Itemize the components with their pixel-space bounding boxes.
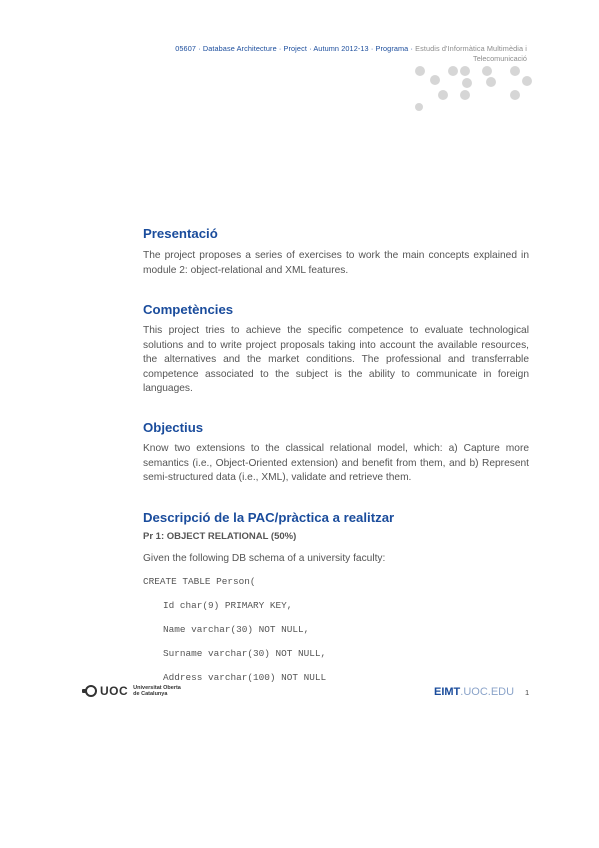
page-footer [0, 683, 599, 703]
course-code: 05607 [175, 44, 197, 53]
uoc-subtitle-line: de Catalunya [133, 691, 168, 697]
section-title: Objectius [143, 420, 204, 435]
uoc-subtitle-line: Universitat Oberta [133, 685, 181, 691]
eimt-brand-light: .UOC.EDU [460, 686, 515, 698]
code-block [143, 567, 394, 697]
page-number: 1 [525, 688, 530, 697]
code-line: Address varchar(100) NOT NULL [163, 671, 327, 683]
section-title: Presentació [143, 226, 218, 241]
section-text: This project tries to achieve the specific competence to evaluate technological solutions and to write project proposals taking into account the available resources, the alternatives and the market conditions. The professional and transferrable competence associated to the subject is the ability to communicate in foreign languages. [143, 325, 529, 395]
section-name: Programa [375, 44, 409, 53]
section-title: Competències [143, 302, 234, 317]
uoc-logo-subtitle [133, 685, 181, 697]
code-line: Id char(9) PRIMARY KEY, [163, 599, 293, 611]
section-objectius [143, 420, 529, 486]
study-name-continued: Telecomunicació [473, 54, 527, 63]
code-line: Surname varchar(30) NOT NULL, [163, 647, 327, 659]
section-text: Know two extensions to the classical relational model, which: a) Capture more semantics (i.e., Object-Oriented extension) and benefit from them, and b) Represent semi-structured data (i.e., XML), validate and retrieve them. [143, 443, 529, 484]
eimt-brand [434, 686, 514, 698]
exercise-intro: Given the following DB schema of a university faculty: [143, 553, 386, 564]
section-presentacio [143, 226, 529, 278]
term: Autumn 2012-13 [313, 44, 369, 53]
uoc-logo [85, 684, 181, 698]
uoc-logo-icon [85, 685, 97, 697]
header-course-line: 05607 · Database Architecture · Project · Autumn 2012-13 · Programa · Estudis d'Informàtica Multimèdia i [175, 44, 527, 53]
exercise-subtitle: Pr 1: OBJECT RELATIONAL (50%) [143, 531, 297, 542]
section-competencies [143, 302, 529, 397]
course-name: Database Architecture [202, 44, 277, 53]
decorative-dots [410, 63, 540, 113]
section-title: Descripció de la PAC/pràctica a realitzar [143, 510, 395, 525]
uoc-logo-text: UOC [100, 684, 129, 698]
doc-type: Project [283, 44, 307, 53]
section-descripcio [143, 510, 394, 697]
code-line: Name varchar(30) NOT NULL, [163, 623, 310, 635]
section-text: The project proposes a series of exercises to work the main concepts explained in module 2: object-relational and XML features. [143, 250, 529, 276]
study-name: Estudis d'Informàtica Multimèdia i [415, 44, 527, 53]
code-line: CREATE TABLE Person( [143, 575, 256, 587]
eimt-brand-bold: EIMT [434, 686, 461, 698]
